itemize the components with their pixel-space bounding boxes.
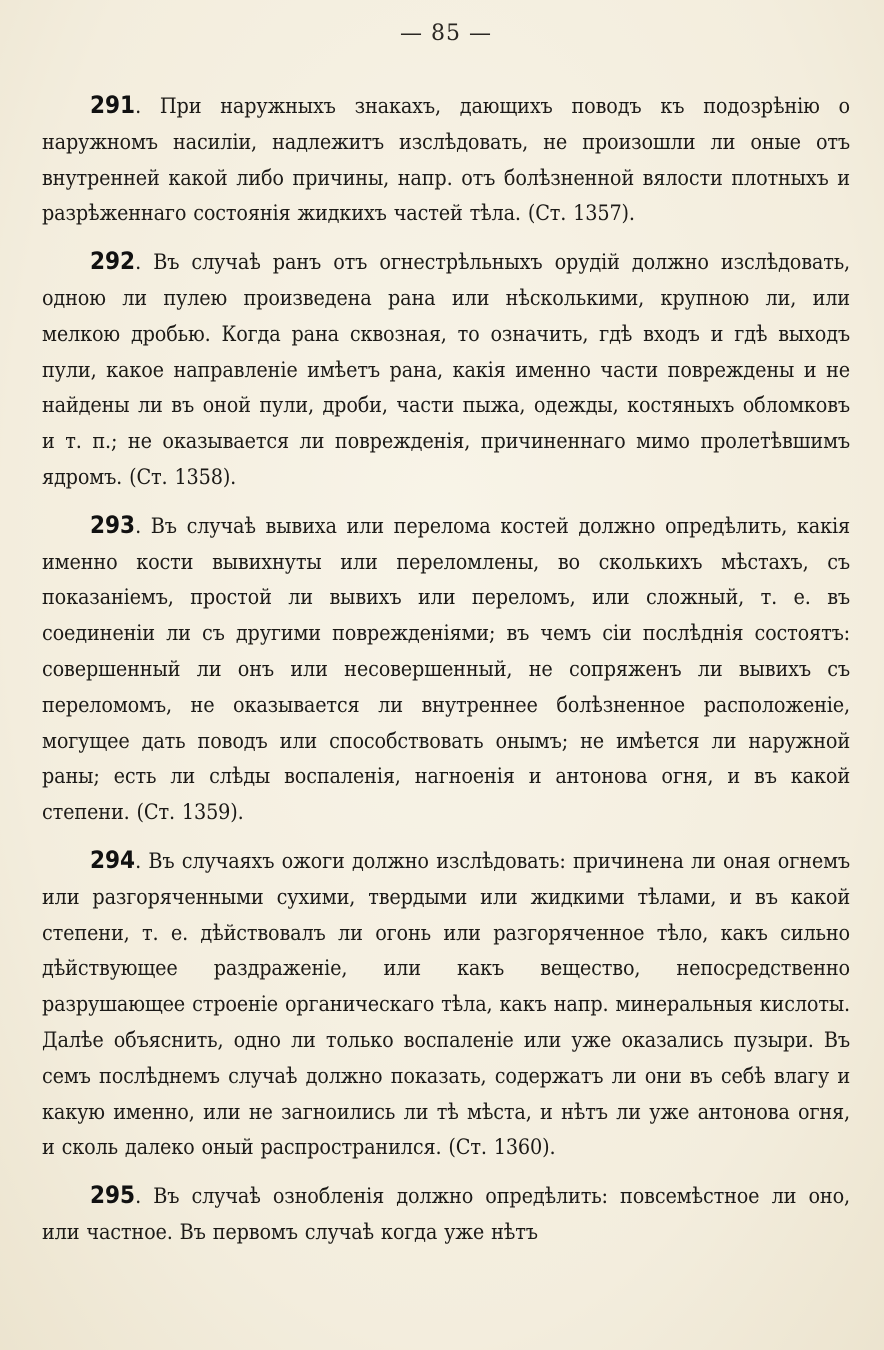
article-295 xyxy=(42,1178,850,1251)
article-text: . Въ случаѣ вывиха или перелома костей должно опредѣлить, какія именно кости вывихнуты или переломлены, во сколькихъ мѣстахъ, съ показаніемъ, простой ли вывихъ или переломъ, или сложный, т. е. въ соединеніи ли съ другими поврежденіями; въ чемъ сіи послѣднія состоятъ: совершенный ли онъ или несовершенный, не сопряженъ ли вывихъ съ переломомъ, не оказывается ли внутреннее болѣзненное расположеніе, могущее дать поводъ или способствовать онымъ; не имѣется ли наружной раны; есть ли слѣды воспаленія, нагноенія и антонова огня, и въ какой степени. (Ст. 1359). xyxy=(42,513,850,826)
article-text: . Въ случаѣ ранъ отъ огнестрѣльныхъ орудій должно изслѣдовать, одною ли пулею произведена рана или нѣсколькими, крупною ли, или мелкою дробью. Когда рана сквозная, то означить, гдѣ входъ и гдѣ выходъ пули, какое направленіе имѣетъ рана, какія именно части повреждены и не найдены ли въ оной пули, дроби, части пыжа, одежды, костяныхъ обломковъ и т. п.; не оказывается ли поврежденія, причиненнаго мимо пролетѣвшимъ ядромъ. (Ст. 1358). xyxy=(42,250,850,490)
article-text: . Въ случаѣ ознобленія должно опредѣлить: повсемѣстное ли оно, или частное. Въ первомъ случаѣ когда уже нѣтъ xyxy=(42,1184,850,1245)
article-number: 295 xyxy=(90,1181,136,1210)
article-number: 293 xyxy=(90,510,136,539)
article-number: 292 xyxy=(90,247,136,276)
article-text: . Въ случаяхъ ожоги должно изслѣдовать: причинена ли оная огнемъ или разгоряченными сухими, твердыми или жидкими тѣлами, и въ какой степени, т. е. дѣйствовалъ ли огонь или разгоряченное тѣло, какъ сильно дѣйствующее раздраженіе, или какъ вещество, непосредственно разрушающее строеніе органическаго тѣла, какъ напр. минеральныя кислоты. Далѣе объяснить, одно ли только воспаленіе или уже оказались пузыри. Въ семъ послѣднемъ случаѣ должно показать, содержатъ ли они въ себѣ влагу и какую именно, или не загноились ли тѣ мѣста, и нѣтъ ли уже антонова огня, и сколь далеко оный распространился. (Ст. 1360). xyxy=(42,848,850,1161)
article-293 xyxy=(42,508,850,831)
article-text: . При наружныхъ знакахъ, дающихъ поводъ къ подозрѣнію о наружномъ насиліи, надлежитъ изслѣдовать, не произошли ли оные отъ внутренней какой либо причины, напр. отъ болѣзненной вялости плотныхъ и разрѣженнаго состоянія жидкихъ частей тѣла. (Ст. 1357). xyxy=(42,94,850,227)
article-292 xyxy=(42,244,850,496)
article-291 xyxy=(42,88,850,232)
article-294 xyxy=(42,843,850,1166)
article-number: 294 xyxy=(90,845,136,874)
article-number: 291 xyxy=(90,91,136,119)
page-number: — 85 — xyxy=(400,21,492,46)
